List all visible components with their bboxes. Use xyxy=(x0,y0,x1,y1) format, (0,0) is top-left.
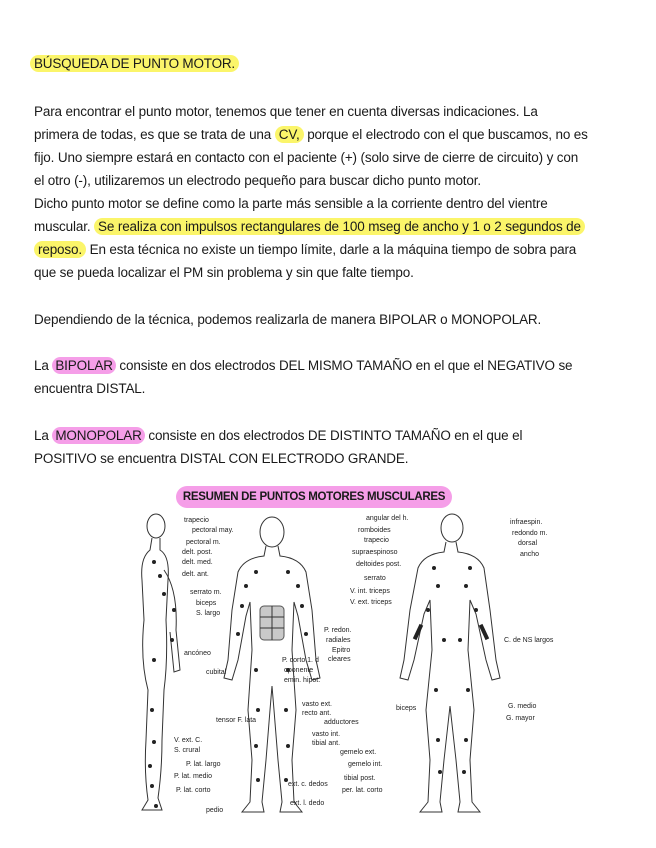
svg-text:dorsal: dorsal xyxy=(518,540,538,547)
svg-text:supraespinoso: supraespinoso xyxy=(352,549,398,556)
side-view-body xyxy=(142,514,180,810)
text-line: Dicho punto motor se define como la parte más sensible a la corriente dentro del vientre xyxy=(34,196,548,211)
svg-text:S. largo: S. largo xyxy=(196,610,221,617)
text-line: POSITIVO se encuentra DISTAL CON ELECTRODO GRANDE. xyxy=(34,451,409,466)
svg-text:serrato: serrato xyxy=(364,575,386,582)
svg-text:pectoral may.: pectoral may. xyxy=(192,527,234,534)
svg-text:cleares: cleares xyxy=(328,656,351,663)
svg-text:ext. c. dedos: ext. c. dedos xyxy=(288,781,328,788)
svg-text:trapecio: trapecio xyxy=(184,517,209,524)
paragraph-monopolar xyxy=(34,424,634,470)
paragraph-tecnica xyxy=(34,308,634,331)
back-view-body xyxy=(400,514,500,812)
paragraph-punto-motor xyxy=(34,100,634,284)
svg-text:P. corto 1. d: P. corto 1. d xyxy=(282,657,319,664)
svg-text:V. ext. triceps: V. ext. triceps xyxy=(350,599,392,606)
svg-text:biceps: biceps xyxy=(396,705,417,712)
svg-text:delt. med.: delt. med. xyxy=(182,559,213,566)
text-line: muscular. Se realiza con impulsos rectangulares de 100 mseg de ancho y 1 o 2 segundos de xyxy=(34,215,634,238)
svg-text:ancho: ancho xyxy=(520,551,540,558)
svg-text:romboides: romboides xyxy=(358,527,391,534)
svg-text:angular del h.: angular del h. xyxy=(366,515,409,522)
text-line: que se pueda localizar el PM sin problema y sin que falte tiempo. xyxy=(34,265,414,280)
text-line: La MONOPOLAR consiste en dos electrodos DE DISTINTO TAMAÑO en el que el xyxy=(34,428,523,443)
svg-text:cubital: cubital xyxy=(206,669,227,676)
svg-text:tibial ant.: tibial ant. xyxy=(312,740,341,747)
svg-text:recto ant.: recto ant. xyxy=(302,710,332,717)
svg-text:infraespin.: infraespin. xyxy=(510,519,543,526)
svg-text:per. lat. corto: per. lat. corto xyxy=(342,787,383,794)
svg-text:V. int. triceps: V. int. triceps xyxy=(350,588,390,595)
highlight-impulsos: Se realiza con impulsos rectangulares de 100 mseg de ancho y 1 o 2 segundos de xyxy=(94,218,585,235)
svg-text:P. lat. corto: P. lat. corto xyxy=(176,787,211,794)
svg-text:gemelo int.: gemelo int. xyxy=(348,761,383,768)
svg-text:vasto ext.: vasto ext. xyxy=(302,701,332,708)
svg-text:P. redon.: P. redon. xyxy=(324,627,352,634)
svg-text:delt. ant.: delt. ant. xyxy=(182,571,209,578)
text-line: Dependiendo de la técnica, podemos realizarla de manera BIPOLAR o MONOPOLAR. xyxy=(34,312,542,327)
svg-text:G. mayor: G. mayor xyxy=(506,715,535,722)
paragraph-bipolar xyxy=(34,354,634,400)
highlight-reposo: reposo. xyxy=(34,241,86,258)
svg-text:ancóneo: ancóneo xyxy=(184,650,211,657)
highlight-cv: CV, xyxy=(275,126,304,143)
svg-text:deltoides post.: deltoides post. xyxy=(356,561,402,568)
svg-text:trapecio: trapecio xyxy=(364,537,389,544)
svg-text:Epitro: Epitro xyxy=(332,647,351,654)
svg-text:radiales: radiales xyxy=(326,637,351,644)
svg-text:delt. post.: delt. post. xyxy=(182,549,213,556)
text-line: primera de todas, es que se trata de una CV, porque el electrodo con el que buscamos, no es xyxy=(34,127,588,142)
motor-points-illustration xyxy=(134,510,574,820)
highlight-monopolar: MONOPOLAR xyxy=(52,427,144,444)
text-line: fijo. Uno siempre estará en contacto con el paciente (+) (solo sirve de cierre de circuito) y con xyxy=(34,150,579,165)
svg-text:V. ext. C.: V. ext. C. xyxy=(174,737,203,744)
svg-text:C. de NS largos: C. de NS largos xyxy=(504,637,554,644)
svg-text:oponente: oponente xyxy=(284,667,314,674)
svg-text:G. medio: G. medio xyxy=(508,703,537,710)
svg-text:P. lat. largo: P. lat. largo xyxy=(186,761,221,768)
svg-text:gemelo ext.: gemelo ext. xyxy=(340,749,377,756)
motor-point-dots xyxy=(148,560,489,808)
svg-text:S. crural: S. crural xyxy=(174,747,201,754)
svg-text:serrato m.: serrato m. xyxy=(190,589,222,596)
svg-text:vasto int.: vasto int. xyxy=(312,731,341,738)
svg-text:emin. hipot.: emin. hipot. xyxy=(284,677,321,684)
svg-text:adductores: adductores xyxy=(324,719,359,726)
svg-text:redondo m.: redondo m. xyxy=(512,530,548,537)
text-line: el otro (-), utilizaremos un electrodo pequeño para buscar dicho punto motor. xyxy=(34,173,481,188)
title-highlight: BÚSQUEDA DE PUNTO MOTOR. xyxy=(30,55,239,72)
front-view-body xyxy=(224,517,320,812)
svg-text:biceps: biceps xyxy=(196,600,217,607)
section-title xyxy=(30,56,239,71)
text-line: La BIPOLAR consiste en dos electrodos DEL MISMO TAMAÑO en el que el NEGATIVO se xyxy=(34,358,573,373)
svg-text:pectoral m.: pectoral m. xyxy=(186,539,221,546)
svg-text:tensor F. lata: tensor F. lata xyxy=(216,717,257,724)
highlight-bipolar: BIPOLAR xyxy=(52,357,115,374)
svg-text:P. lat. medio: P. lat. medio xyxy=(174,773,213,780)
text-line: reposo. En esta técnica no existe un tiempo límite, darle a la máquina tiempo de sobra para xyxy=(34,238,634,261)
text-line: encuentra DISTAL. xyxy=(34,381,146,396)
svg-text:pedio: pedio xyxy=(206,807,224,814)
svg-text:ext. l. dedo: ext. l. dedo xyxy=(290,800,325,807)
text-line: Para encontrar el punto motor, tenemos que tener en cuenta diversas indicaciones. La xyxy=(34,104,538,119)
svg-text:tibial post.: tibial post. xyxy=(344,775,376,782)
figure-title: RESUMEN DE PUNTOS MOTORES MUSCULARES xyxy=(176,486,452,508)
